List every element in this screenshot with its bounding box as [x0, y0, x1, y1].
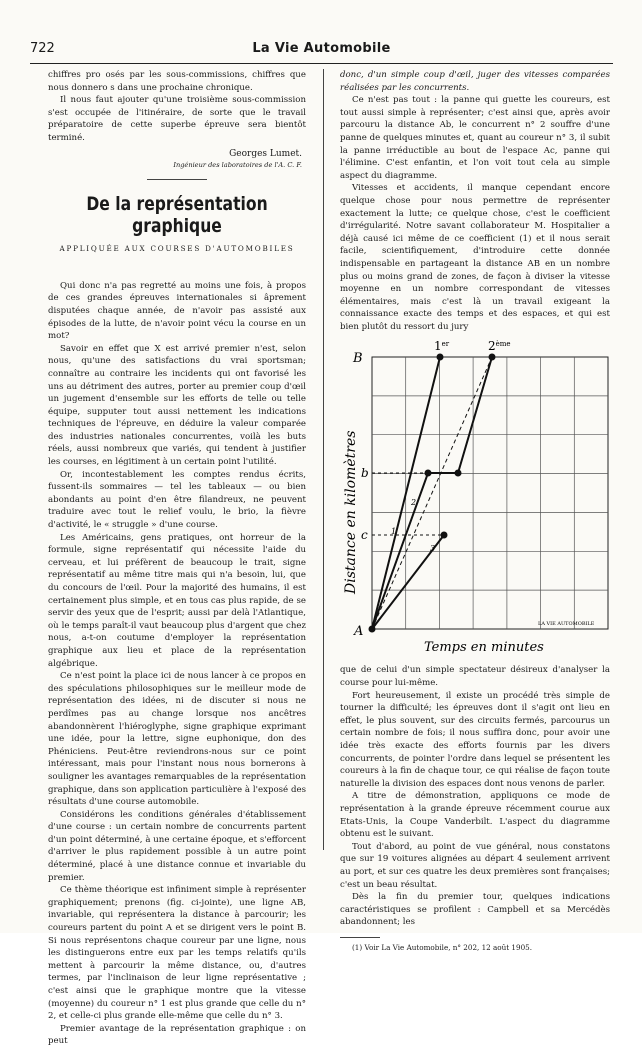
left-column: [48, 69, 306, 1048]
paragraph: Or, incontestablement les comptes rendus écrits, fussent-ils sommaires — tel les tableaux — ou bien abondants au point d'en être filandreux, ne peuvent traduire avec tout le relief voulu, le brio, la fièvre d'activité, le « struggle » d'une course.: [48, 469, 306, 531]
label-second: 2ème: [488, 339, 511, 354]
label-A: A: [354, 624, 364, 640]
paragraph: Ce n'est pas tout : la panne qui guette les coureurs, est tout aussi simple à représenter; c'est ainsi que, après avoir parcouru la distance Ab, le concurrent n° 2 souffre d'une panne de quelques minutes et, quant au coureur n° 3, il subit la panne irréductible au bout de l'espace Ac, panne qui l'élimine. C'est enfantin, et l'on voit tout cela au simple aspect du diagramme.: [340, 95, 610, 181]
signature: [48, 148, 302, 171]
y-axis-label: Distance en kilomètres: [343, 431, 359, 595]
journal-title: La Vie Automobile: [252, 41, 391, 56]
header-rule: [30, 63, 613, 64]
figure-credit: LA VIE AUTOMOBILE: [538, 621, 595, 628]
point-A: [369, 626, 376, 633]
paragraph: Savoir en effet que X est arrivé premier n'est, selon nous, qu'une des satisfactions du vrai sportsman; connaître au contraire les incidents qui ont favorisé les uns au détriment des autres, porter au premier coup d'œil un jugement d'ensemble sur les efforts de telle ou telle équipe, supputer tout aussi nettement les indications techniques de l'épreuve, en déduire la valeur comparée des industries nationales concurrentes, voilà les buts réels, aussi nombreux que variés, qui tendent à justifier les courses, en légitiment à un certain point l'utilité.: [48, 343, 306, 468]
x-axis-label: Temps en minutes: [424, 640, 544, 656]
paragraph: Ce thème théorique est infiniment simple à représenter graphiquement; prenons (fig. ci-jointe), une ligne AB, invariable, qui représentera la distance à parcourir; les coureurs partent du point A et se dirigent vers le point B. Si nous représentons chaque coureur par une ligne, nous les distinguerons entre eux par les temps relatifs qu'ils mettent à parcourir la même distance, ou, d'autres termes, par l'inclinaison de leur ligne représentative ; c'est ainsi que le graphique montre que la vitesse (moyenne) du coureur n° 1 est plus grande que celle du n° 2, et celle-ci plus grande elle-même que celle du n° 3.: [48, 885, 306, 1022]
paragraph: Tout d'abord, au point de vue général, nous constatons que sur 19 voitures alignées au départ 4 seulement arrivent au port, et sur ces quatre les deux premières sont françaises; c'est un beau résultat.: [340, 841, 610, 890]
footnote: (1) Voir La Vie Automobile, n° 202, 12 août 1905.: [352, 942, 533, 952]
diagram-grid: [372, 357, 608, 629]
point-1-end: [437, 354, 444, 361]
line-label-2: 2: [411, 498, 417, 508]
column-divider: [323, 69, 324, 850]
point-b-stop: [425, 470, 432, 477]
section-divider: [147, 179, 207, 180]
diagram-svg: [340, 339, 610, 659]
paragraph: Dès la fin du premier tour, quelques indications caractéristiques se profilent : Campbell et sa Mercédès abandonnent; les: [340, 892, 610, 928]
diagram-labels: [343, 339, 595, 655]
line-label-3: 3: [430, 544, 436, 554]
racer-2-ideal-line: [372, 357, 492, 629]
line-label-1: 1: [391, 527, 397, 537]
paragraph: Ce n'est point la place ici de nous lancer à ce propos en des spéculations philosophiques sur le meilleur mode de représentation des idées, ni de discuter si nous ne perdîmes pas au change lorsque nos ancêtres abandonnèrent l'hiéroglyphe, signe graphique exprimant une idée, pour la lettre, signe euphonique, don des Phéniciens. Peut-être reviendrons-nous sur ce point intéressant, mais pour l'instant nous nous bornerons à souligner les avantages remarquables de la représentation graphique, dans son application particulière à l'exposé des résultats d'une course automobile.: [48, 671, 306, 808]
paragraph: donc, d'un simple coup d'œil, juger des vitesses comparées réalisées par les concurrents.: [340, 70, 610, 93]
paragraph: que de celui d'un simple spectateur désireux d'analyser la course pour lui-même.: [340, 665, 610, 689]
author-role: Ingénieur des laboratoires de l'A. C. F.: [173, 161, 302, 170]
author-name: Georges Lumet.: [229, 148, 302, 159]
article-title: De la représentation graphique: [86, 193, 268, 238]
paragraph: Vitesses et accidents, il manque cependant encore quelque chose pour nous permettre de représenter exactement la lutte; ce quelque chose, c'est le coefficient d'irrégularité. Notre savant collaborateur M. Hospitalier a déjà causé ici même de ce coefficient (1) et il nous serait facile, scientifiquement, d'introduire cette donnée indispensable en partageant la distance AB en un nombre plus ou moins grand de zones, de façon à diviser la vitesse moyenne en un nombre correspondant de vitesses élémentaires, mais c'est là un travail exigeant la connaissance exacte des temps et des espaces, et qui est bien plutôt du ressort du jury: [340, 183, 610, 332]
page-number: 722: [30, 41, 55, 56]
paragraph: Fort heureusement, il existe un procédé très simple de tourner la difficulté; les épreuves dont il s'agit ont lieu en effet, le plus souvent, sur des circuits fermés, parcourus un certain nombre de fois; il nous suffira donc, pour avoir une idée très exacte des efforts fournis par les divers concurrents, de pointer l'ordre dans lequel se présentent les coureurs à la fin de chaque tour, ce qui réalise de façon toute naturelle la division des espaces dont nous venons de parler.: [340, 690, 610, 789]
page-header: [30, 41, 613, 61]
paragraph: Qui donc n'a pas regretté au moins une fois, à propos de ces grandes épreuves internationales si âprement disputées chaque année, de n'avoir pas assisté aux épisodes de la lutte, de n'avoir point vécu la course en un mot?: [48, 280, 306, 342]
point-c-stop: [441, 532, 448, 539]
label-b: b: [361, 466, 369, 481]
label-c: c: [361, 528, 368, 543]
paragraph: Les Américains, gens pratiques, ont horreur de la formule, signe représentatif qui nécessite l'aide du cerveau, et lui préfèrent de beaucoup le trait, signe représentatif au même titre mais qui n'a besoin, lui, que du concours de l'œil. Pour la majorité des humains, il est certainement plus simple, et en tous cas plus rapide, de se servir des yeux que de l'esprit; aussi par delà l'Atlantique, où le temps paraît-il vaut beaucoup plus d'argent que chez nous, a-t-on coutume d'employer la représentation graphique aux lieu et place de la représentation algébrique.: [48, 532, 306, 669]
right-column: [340, 69, 610, 955]
race-diagram: [340, 339, 610, 659]
paragraph: Considérons les conditions générales d'établissement d'une course : un certain nombre de concurrents partent d'un point déterminé, à une certaine époque, et s'efforcent d'arriver le plus rapidement possible à un autre point déterminé, placé à une distance connue et invariable du premier.: [48, 809, 306, 883]
paragraph: Premier avantage de la représentation graphique : on peut: [48, 1023, 306, 1047]
point-2-end: [489, 354, 496, 361]
paragraph: A titre de démonstration, appliquons ce mode de représentation à la grande épreuve récemment courue aux Etats-Unis, la Coupe Vanderbilt. L'aspect du diagramme obtenu est le suivant.: [340, 791, 610, 840]
paragraph: chiffres pro osés par les sous-commissions, chiffres que nous donnero s dans une prochaine chronique.: [48, 70, 306, 93]
label-B: B: [353, 351, 363, 367]
paragraph: Il nous faut ajouter qu'une troisième sous-commission s'est occupée de l'itinéraire, de sorte que le travail préparatoire de cette superbe épreuve sera bientôt terminé.: [48, 95, 306, 143]
footnote-rule: [340, 937, 380, 938]
label-first: 1er: [434, 339, 450, 354]
article-subtitle: APPLIQUÉE AUX COURSES D'AUTOMOBILES: [59, 244, 295, 254]
point-b-restart: [455, 470, 462, 477]
diagram-lines: [369, 354, 496, 633]
